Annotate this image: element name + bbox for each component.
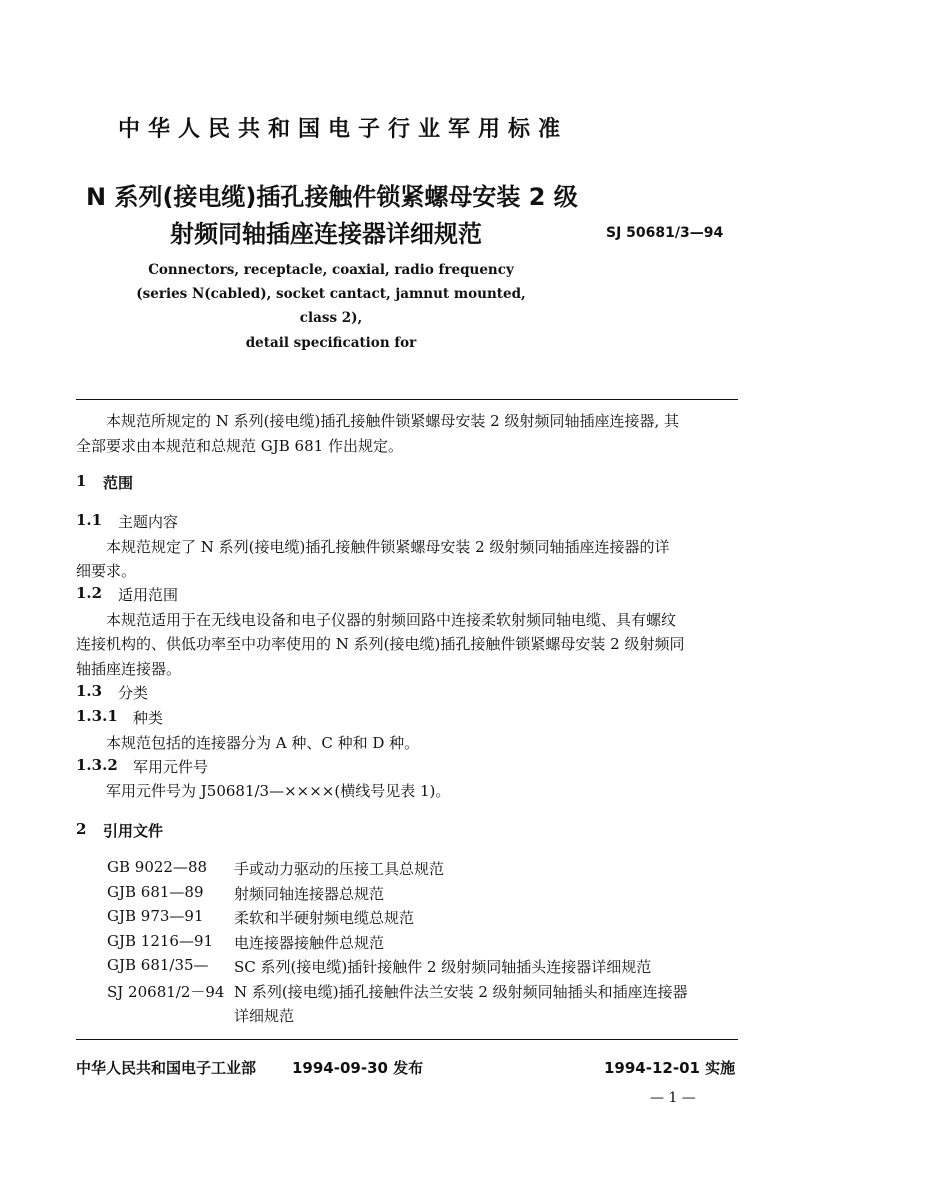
section-1-1-title: 主题内容 — [118, 513, 179, 531]
section-2-number: 2 — [76, 820, 87, 838]
english-title-line-1: Connectors, receptacle, coaxial, radio frequency — [148, 262, 514, 278]
section-1-3-2-number: 1.3.2 — [76, 756, 118, 774]
reference-title-3: 柔软和半硬射频电缆总规范 — [234, 909, 415, 927]
header-divider — [76, 399, 738, 400]
reference-title-1: 手或动力驱动的压接工具总规范 — [234, 860, 445, 878]
reference-code-5: GJB 681/35— — [107, 956, 209, 974]
reference-title-6-continued: 详细规范 — [234, 1007, 295, 1025]
footer-divider — [76, 1039, 738, 1040]
reference-code-3: GJB 973—91 — [107, 907, 204, 925]
intro-line-1: 本规范所规定的 N 系列(接电缆)插孔接触件锁紧螺母安装 2 级射频同轴插座连接器, 其 — [106, 412, 679, 430]
publisher: 中华人民共和国电子工业部 — [76, 1059, 257, 1077]
section-1-title: 范围 — [103, 474, 134, 492]
section-1-2-line-2: 连接机构的、供低功率至中功率使用的 N 系列(接电缆)插孔接触件锁紧螺母安装 2 级射频同 — [76, 635, 685, 653]
reference-title-5: SC 系列(接电缆)插针接触件 2 级射频同轴插头连接器详细规范 — [234, 958, 652, 976]
reference-title-4: 电连接器接触件总规范 — [234, 934, 385, 952]
page-number: — 1 — — [650, 1090, 696, 1106]
reference-code-2: GJB 681—89 — [107, 883, 204, 901]
section-1-2-title: 适用范围 — [118, 586, 179, 604]
section-1-1-line-2: 细要求。 — [76, 562, 137, 580]
section-1-1-line-1: 本规范规定了 N 系列(接电缆)插孔接触件锁紧螺母安装 2 级射频同轴插座连接器的详 — [106, 538, 670, 556]
section-1-3-1-number: 1.3.1 — [76, 707, 118, 725]
section-1-3-1-line-1: 本规范包括的连接器分为 A 种、C 种和 D 种。 — [106, 734, 420, 752]
reference-code-1: GB 9022—88 — [107, 858, 208, 876]
section-1-3-title: 分类 — [118, 684, 149, 702]
section-1-3-2-line-1: 军用元件号为 J50681/3—××××(横线号见表 1)。 — [106, 782, 451, 800]
section-1-3-2-title: 军用元件号 — [133, 758, 209, 776]
section-1-number: 1 — [76, 472, 87, 490]
section-1-3-number: 1.3 — [76, 682, 103, 700]
reference-code-6: SJ 20681/2－94 — [107, 983, 225, 1001]
effective-date: 1994-12-01 实施 — [604, 1059, 736, 1077]
section-1-1-number: 1.1 — [76, 511, 103, 529]
standard-organization: 中华人民共和国电子行业军用标准 — [118, 117, 569, 142]
document-title-line-2: 射频同轴插座连接器详细规范 — [170, 220, 482, 248]
section-1-2-number: 1.2 — [76, 584, 103, 602]
section-2-title: 引用文件 — [103, 822, 164, 840]
section-1-2-line-1: 本规范适用于在无线电设备和电子仪器的射频回路中连接柔软射频同轴电缆、具有螺纹 — [106, 611, 677, 629]
english-title-line-4: detail specification for — [245, 335, 417, 351]
reference-title-6: N 系列(接电缆)插孔接触件法兰安装 2 级射频同轴插头和插座连接器 — [234, 983, 688, 1001]
section-1-2-line-3: 轴插座连接器。 — [76, 660, 182, 678]
english-title-line-2: (series N(cabled), socket cantact, jamnut mounted, — [136, 286, 526, 302]
document-title-line-1: N 系列(接电缆)插孔接触件锁紧螺母安装 2 级 — [86, 183, 578, 211]
reference-code-4: GJB 1216—91 — [107, 932, 214, 950]
section-1-3-1-title: 种类 — [133, 709, 164, 727]
standard-code: SJ 50681/3—94 — [606, 225, 724, 241]
intro-line-2: 全部要求由本规范和总规范 GJB 681 作出规定。 — [76, 437, 403, 455]
issue-date: 1994-09-30 发布 — [292, 1059, 424, 1077]
english-title-line-3: class 2), — [299, 310, 363, 326]
reference-title-2: 射频同轴连接器总规范 — [234, 885, 385, 903]
